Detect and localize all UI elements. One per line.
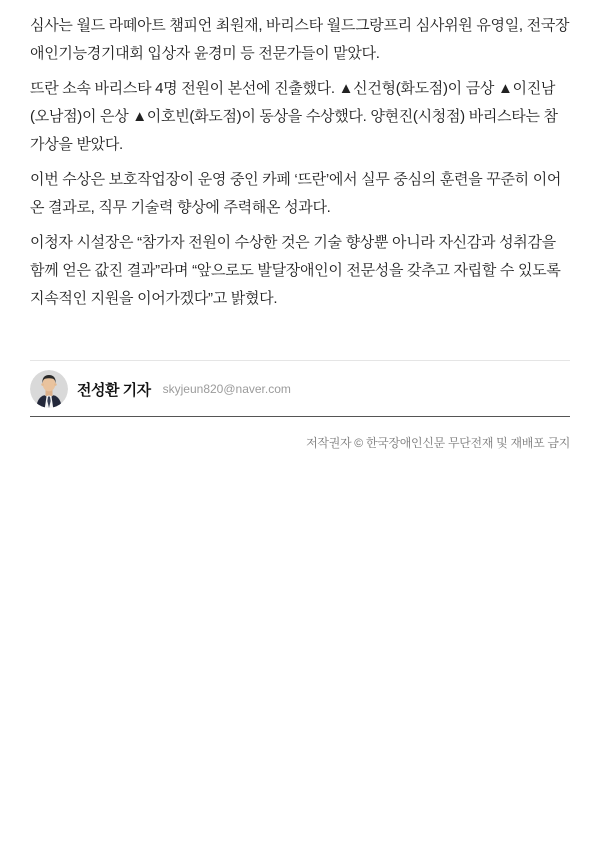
- article-paragraph: 이청자 시설장은 “참가자 전원이 수상한 것은 기술 향상뿐 아니라 자신감과 성취감을 함께 얻은 값진 결과”라며 “앞으로도 발달장애인이 전문성을 갖추고 자립할 수 있도록 지속적인 지원을 이어가겠다”고 밝혔다.: [30, 234, 561, 307]
- reporter-portrait-icon: [30, 370, 68, 408]
- reporter-avatar[interactable]: [30, 370, 68, 408]
- reporter-name-link[interactable]: 전성환 기자: [77, 381, 151, 399]
- reporter-row: [30, 361, 570, 417]
- copyright-notice: 저작권자 © 한국장애인신문 무단전재 및 재배포 금지: [306, 436, 570, 450]
- article-body: [30, 12, 570, 313]
- article-container: [30, 0, 570, 452]
- reporter-email-link[interactable]: skyjeun820@naver.com: [162, 382, 291, 396]
- article-paragraph: 이번 수상은 보호작업장이 운영 중인 카페 ‘뜨란’에서 실무 중심의 훈련을 꾸준히 이어온 결과로, 직무 기술력 향상에 주력해온 성과다.: [30, 171, 562, 216]
- copyright-row: [30, 434, 570, 452]
- article-paragraph: 뜨란 소속 바리스타 4명 전원이 본선에 진출했다. ▲신건형(화도점)이 금상 ▲이진남(오남점)이 은상 ▲이호빈(화도점)이 동상을 수상했다. 양현진(시청점) 바리스타는 참가상을 받았다.: [30, 80, 558, 153]
- article-paragraph: 심사는 월드 라떼아트 챔피언 최원재, 바리스타 월드그랑프리 심사위원 유영일, 전국장애인기능경기대회 입상자 윤경미 등 전문가들이 맡았다.: [30, 17, 570, 62]
- byline-section: [30, 360, 570, 417]
